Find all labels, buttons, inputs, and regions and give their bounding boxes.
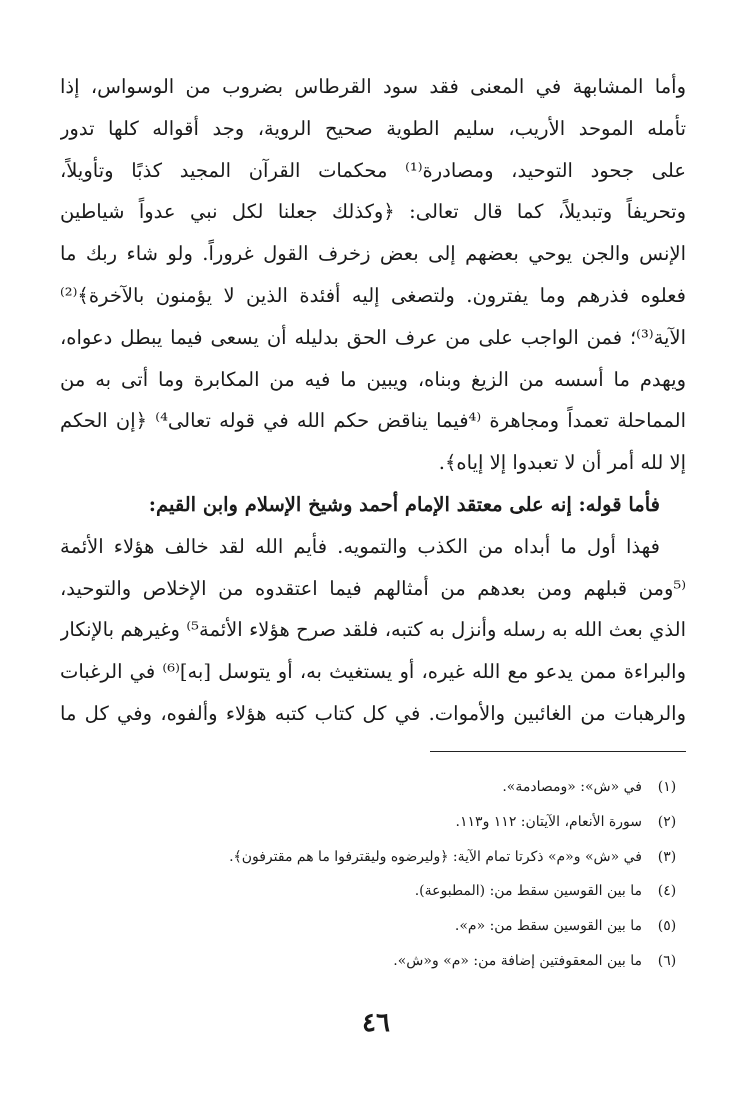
footnote-item — [60, 909, 686, 944]
section-heading: فأما قوله: إنه على معتقد الإمام أحمد وشيخ الإسلام وابن القيم: — [148, 492, 660, 516]
footnote-divider — [430, 751, 686, 752]
text-line: ⁽⁵ومن قبلهم ومن بعدهم من أمثالهم فيما اعتقدوه من الإخلاص والتوحيد، — [60, 576, 686, 600]
footnote-number: (٣) — [657, 848, 677, 865]
footnote-text: ما بين القوسين سقط من: «م». — [454, 918, 642, 935]
text-line: تأمله الموحد الأريب، سليم الطوية صحيح الروية، وجد أقواله كلها تدور — [60, 116, 686, 140]
text-line: على جحود التوحيد، ومصادرة⁽¹⁾ محكمات القرآن المجيد كذبًا وتأويلاً، — [60, 158, 686, 182]
footnote-item — [60, 874, 686, 909]
main-text — [60, 66, 686, 735]
footnote-number: (٦) — [657, 952, 677, 969]
text-line: إلا لله أمر أن لا تعبدوا إلا إياه﴾. — [438, 451, 686, 475]
footnote-text: في «ش» و«م» ذكرتا تمام الآية: ﴿وليرضوه وليقترفوا ما هم مقترفون﴾. — [229, 848, 642, 865]
footnote-text: سورة الأنعام، الآيتان: ١١٢ و١١٣. — [455, 813, 642, 830]
footnote-number: (٤) — [657, 883, 677, 900]
text-line: وأما المشابهة في المعنى فقد سود القرطاس بضروب من الوسواس، إذا — [60, 75, 686, 98]
footnote-item — [60, 840, 686, 875]
text-line: المماحلة تعمداً ومجاهرة ⁽⁴فيما يناقض حكم الله في قوله تعالى⁴⁾ ﴿إن الحكم — [60, 409, 686, 433]
text-line: الذي بعث الله به رسله وأنزل به كتبه، فلقد صرح هؤلاء الأئمة⁵⁾ وغيرهم بالإنكار — [60, 618, 686, 642]
footnote-text: ما بين القوسين سقط من: (المطبوعة). — [414, 883, 642, 900]
footnote-item — [60, 805, 686, 840]
footnote-number: (١) — [657, 779, 677, 795]
footnote-item — [60, 770, 686, 805]
text-line: والبراءة ممن يدعو مع الله غيره، أو يستغيث به، أو يتوسل [به]⁽⁶⁾ في الرغبات — [60, 660, 686, 684]
text-line: فهذا أول ما أبداه من الكذب والتمويه. فأيم الله لقد خالف هؤلاء الأئمة — [60, 534, 660, 558]
footnote-number: (٢) — [657, 813, 677, 830]
footnote-number: (٥) — [657, 918, 677, 935]
page-number: ٤٦ — [362, 1008, 390, 1038]
text-line: الإنس والجن يوحي بعضهم إلى بعض زخرف القول غروراً. ولو شاء ربك ما — [60, 242, 686, 266]
text-line: ويهدم ما أسسه من الزيغ وبناه، ويبين ما فيه من المكابرة وما أتى به من — [60, 367, 686, 391]
footnote-item — [60, 944, 686, 979]
text-line: وتحريفاً وتبديلاً، كما قال تعالى: ﴿وكذلك جعلنا لكل نبي عدواً شياطين — [60, 200, 686, 224]
text-line: الآية⁽³⁾؛ فمن الواجب على من عرف الحق بدليله أن يسعى فيما يبطل دعواه، — [60, 325, 686, 349]
text-line: والرهبات من الغائبين والأموات. في كل كتاب كتبه هؤلاء وألفوه، وفي كل ما — [60, 701, 686, 725]
footnotes — [60, 770, 686, 979]
footnote-text: ما بين المعقوفتين إضافة من: «م» و«ش». — [393, 952, 642, 969]
text-line: فعلوه فذرهم وما يفترون. ولتصغى إليه أفئدة الذين لا يؤمنون بالآخرة﴾⁽²⁾ — [60, 283, 686, 307]
footnote-text: في «ش»: «ومصادمة». — [502, 779, 642, 795]
